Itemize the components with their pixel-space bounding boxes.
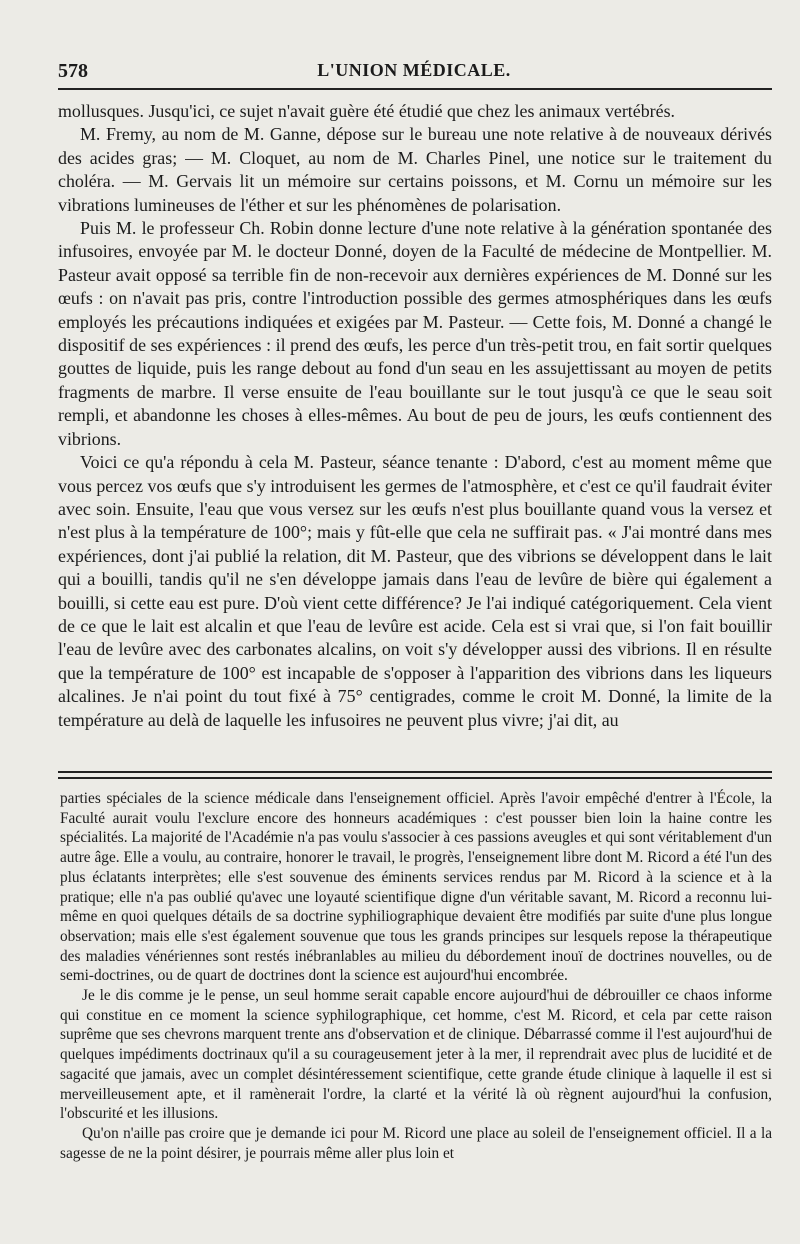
header-rule: [58, 88, 772, 90]
main-paragraph: Voici ce qu'a répondu à cela M. Pasteur, séance tenante : D'abord, c'est au moment même que vous percez vos œufs que s'y introduisent les germes de l'atmosphère, et c'est ce qu'il faudrait éviter avec soin. Ensuite, l'eau que vous versez sur les œufs n'est plus bouillante quand vous la versez et n'est plus à la température de 100°; mais y fût-elle que cela ne suffirait pas. « J'ai montré dans mes expériences, dont j'ai publié la relation, dit M. Pasteur, que des vibrions se développent dans le lait qui a bouilli, tandis qu'il ne s'en développe jamais dans l'eau de levûre de bière qui également a bouilli, si cette eau est pure. D'où vient cette différence? Je l'ai indiqué catégoriquement. Cela vient de ce que le lait est alcalin et que l'eau de levûre est acide. Cela est si vrai que, si l'on fait bouillir l'eau de levûre avec des carbonates alcalins, on voit s'y développer aussi des vibrions. Il en résulte que la température de 100° est incapable de s'opposer à l'apparition des vibrions dans les liqueurs alcalines. Je n'ai point du tout fixé à 75° centigrades, comme le croit M. Donné, la limite de la température au delà de laquelle les infusoires ne peuvent plus vivre; j'ai dit, au: [58, 452, 772, 730]
feuilleton-text: [60, 789, 772, 1163]
page-number: 578: [58, 60, 88, 82]
running-title: L'UNION MÉDICALE.: [317, 60, 511, 80]
section-divider: [58, 771, 772, 779]
feuilleton-paragraph: Je le dis comme je le pense, un seul homme serait capable encore aujourd'hui de débrouiller ce chaos informe qui constitue en ce moment la science syphilographique, cet homme, c'est M. Ricord, et cela par cette raison suprême que ses chevrons marquent trente ans d'observation et de clinique. Débarrassé comme il l'est aujourd'hui de quelques impédiments doctrinaux qu'il a su courageusement jeter à la mer, il reprendrait avec plus de lucidité et de sagacité que jamais, avec un complet désintéressement scientifique, cette grande étude clinique à laquelle il est si merveilleusement apte, et il ramènerait l'ordre, la clarté et la vérité là où règnent aujourd'hui la confusion, l'obscurité et les illusions.: [60, 987, 772, 1123]
page-header: [58, 56, 770, 84]
feuilleton-paragraph: parties spéciales de la science médicale dans l'enseignement officiel. Après l'avoir empêché d'entrer à l'École, la Faculté aurait voulu l'exclure encore des honneurs académiques : c'est pousser bien loin la haine contre les spécialités. La majorité de l'Académie n'a pas voulu s'associer à ces passions aveugles et qui sont véritablement d'un autre âge. Elle a voulu, au contraire, honorer le travail, le progrès, l'enseignement libre dont M. Ricord a été l'un des plus éclatants interprètes; elle s'est souvenue des éminents services rendus par M. Ricord à la science et à la pratique; elle n'a pas oublié qu'avec une loyauté scientifique digne d'un véritable savant, M. Ricord a reconnu lui-même en quoi quelques détails de sa doctrine syphiliographique devaient être modifiés par suite d'une plus longue observation; mais elle s'est également souvenue que tous les grands principes sur lesquels repose la thérapeutique des maladies vénériennes sont restés inébranlables au milieu du débordement inouï de doctrines nouvelles, ou de semi-doctrines, ou de quart de doctrines dont la science est aujourd'hui encombrée.: [60, 790, 772, 985]
main-paragraph: mollusques. Jusqu'ici, ce sujet n'avait guère été étudié que chez les animaux vertébrés.: [58, 101, 675, 121]
main-paragraph: Puis M. le professeur Ch. Robin donne lecture d'une note relative à la génération spontanée des infusoires, envoyée par M. le docteur Donné, doyen de la Faculté de médecine de Montpellier. M. Pasteur avait opposé sa terrible fin de non-recevoir aux dernières expériences de M. Donné sur les œufs : on n'avait pas pris, contre l'introduction possible des germes atmosphériques dans les œufs employés les précautions indiquées et exigées par M. Pasteur. — Cette fois, M. Donné a changé le dispositif de ses expériences : il prend des œufs, les perce d'un très-petit trou, en fait sortir quelques gouttes de liquide, puis les range debout au fond d'un seau en les assujettissant au moyen de petits fragments de marbre. Il verse ensuite de l'eau bouillante sur le tout jusqu'à ce que le seau soit rempli, et abandonne les choses à elles-mêmes. Au bout de peu de jours, les œufs contiennent des vibrions.: [58, 218, 772, 449]
feuilleton-paragraph: Qu'on n'aille pas croire que je demande ici pour M. Ricord une place au soleil de l'enseignement officiel. Il a la sagesse de ne la point désirer, je pourrais même aller plus loin et: [60, 1124, 772, 1162]
main-paragraph: M. Fremy, au nom de M. Ganne, dépose sur le bureau une note relative à de nouveaux dérivés des acides gras; — M. Cloquet, au nom de M. Charles Pinel, une notice sur le traitement du choléra. — M. Gervais lit un mémoire sur certains poissons, et M. Cornu un mémoire sur les vibrations lumineuses de l'éther et sur les phénomènes de polarisation.: [58, 124, 772, 215]
main-text: [58, 100, 772, 732]
